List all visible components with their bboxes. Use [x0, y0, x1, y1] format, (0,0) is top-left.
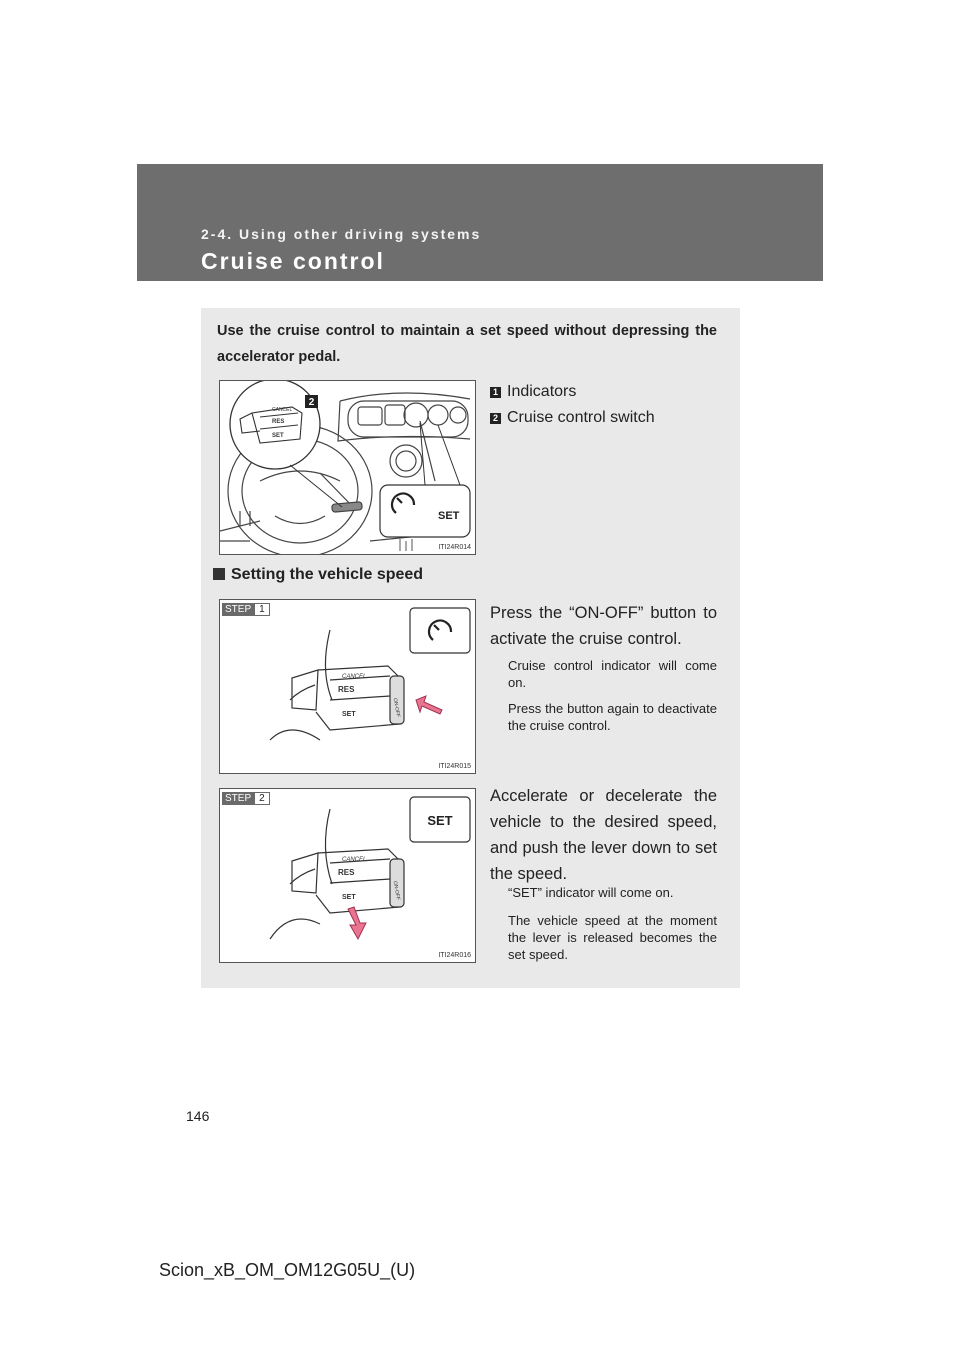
- step-2-figure: [219, 788, 476, 963]
- figure-code: ITI24R016: [438, 952, 471, 959]
- lever-label-set: SET: [342, 711, 356, 718]
- step-1-note-1: Cruise control indicator will come on.: [508, 658, 717, 690]
- figure-code: ITI24R015: [438, 763, 471, 770]
- step-1-instruction: Press the “ON-OFF” button to activate the cruise control.: [490, 604, 717, 648]
- push-down-arrow-icon: [348, 907, 366, 939]
- lever-label-res: RES: [338, 868, 355, 877]
- page-title: Cruise control: [201, 248, 385, 274]
- lever-label-res: RES: [272, 419, 285, 425]
- step-number: 2: [254, 792, 270, 805]
- page-header: [137, 164, 823, 281]
- lever-label-onoff: ON-OFF: [391, 697, 401, 718]
- lever-label-onoff: ON-OFF: [391, 880, 401, 901]
- dashboard-illustration: [220, 381, 475, 554]
- step-1-figure: [219, 599, 476, 774]
- step-2-badge: [222, 792, 270, 805]
- step-2-instruction: Accelerate or decelerate the vehicle to the desired speed, and push the lever down to set the speed.: [490, 787, 717, 883]
- content-panel: [201, 308, 740, 988]
- step-2-note-1: “SET” indicator will come on.: [508, 885, 674, 900]
- intro-text: Use the cruise control to maintain a set speed without depressing the accelerator pedal.: [217, 323, 717, 365]
- legend-number: 2: [490, 413, 501, 424]
- set-indicator-label: SET: [427, 813, 453, 828]
- footer-document-id: Scion_xB_OM_OM12G05U_(U): [159, 1260, 416, 1280]
- legend-item-indicators: [490, 383, 576, 401]
- press-arrow-icon: [416, 696, 442, 714]
- lever-label-cancel: CANCEL: [272, 407, 293, 413]
- step-1-note-2: Press the button again to deactivate the cruise control.: [508, 701, 717, 733]
- step-2-note-2: The vehicle speed at the moment the lever is released becomes the set speed.: [508, 913, 717, 962]
- lever-label-set: SET: [272, 433, 284, 439]
- lever-press-illustration: [220, 600, 475, 773]
- lever-label-set: SET: [342, 894, 356, 901]
- step-1-badge: [222, 603, 270, 616]
- overview-figure: [219, 380, 476, 555]
- step-label: STEP: [222, 792, 254, 805]
- legend-number: 1: [490, 387, 501, 398]
- callout-2-number: 2: [308, 397, 315, 408]
- step-label: STEP: [222, 603, 254, 616]
- bullet-square-icon: [213, 568, 225, 580]
- subsection-heading: [213, 566, 423, 584]
- lever-label-res: RES: [338, 685, 355, 694]
- figure-code: ITI24R014: [438, 544, 471, 551]
- section-label: 2-4. Using other driving systems: [201, 226, 482, 242]
- lever-label-cancel: CANCEL: [342, 674, 367, 680]
- lever-push-illustration: [220, 789, 475, 962]
- set-indicator-label: SET: [438, 510, 460, 522]
- step-number: 1: [254, 603, 270, 616]
- subsection-heading-text: Setting the vehicle speed: [231, 566, 424, 583]
- legend-label: Indicators: [507, 383, 577, 400]
- page-number: 146: [186, 1108, 210, 1124]
- legend-label: Cruise control switch: [507, 409, 655, 426]
- legend-item-switch: [490, 409, 655, 427]
- lever-label-cancel: CANCEL: [342, 857, 367, 863]
